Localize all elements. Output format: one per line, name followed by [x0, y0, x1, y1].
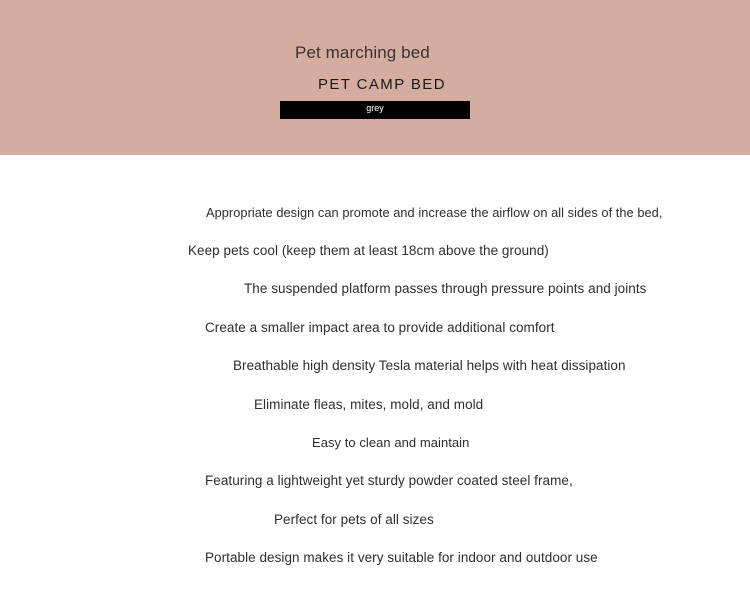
feature-item: Keep pets cool (keep them at least 18cm above the ground) — [188, 243, 549, 258]
feature-item: Breathable high density Tesla material helps with heat dissipation — [233, 358, 626, 373]
feature-item: Easy to clean and maintain — [312, 435, 470, 450]
header-banner — [0, 0, 750, 155]
product-title: Pet marching bed — [295, 43, 430, 62]
color-badge: grey — [280, 101, 470, 119]
feature-item: The suspended platform passes through pressure points and joints — [244, 281, 647, 296]
feature-item: Portable design makes it very suitable for indoor and outdoor use — [205, 550, 598, 565]
feature-item: Create a smaller impact area to provide additional comfort — [205, 320, 555, 335]
feature-item: Perfect for pets of all sizes — [274, 512, 434, 527]
feature-item: Appropriate design can promote and increase the airflow on all sides of the bed, — [206, 205, 663, 220]
feature-item: Featuring a lightweight yet sturdy powder coated steel frame, — [205, 473, 573, 488]
product-subtitle: PET CAMP BED — [318, 76, 446, 93]
feature-item: Eliminate fleas, mites, mold, and mold — [254, 397, 484, 412]
